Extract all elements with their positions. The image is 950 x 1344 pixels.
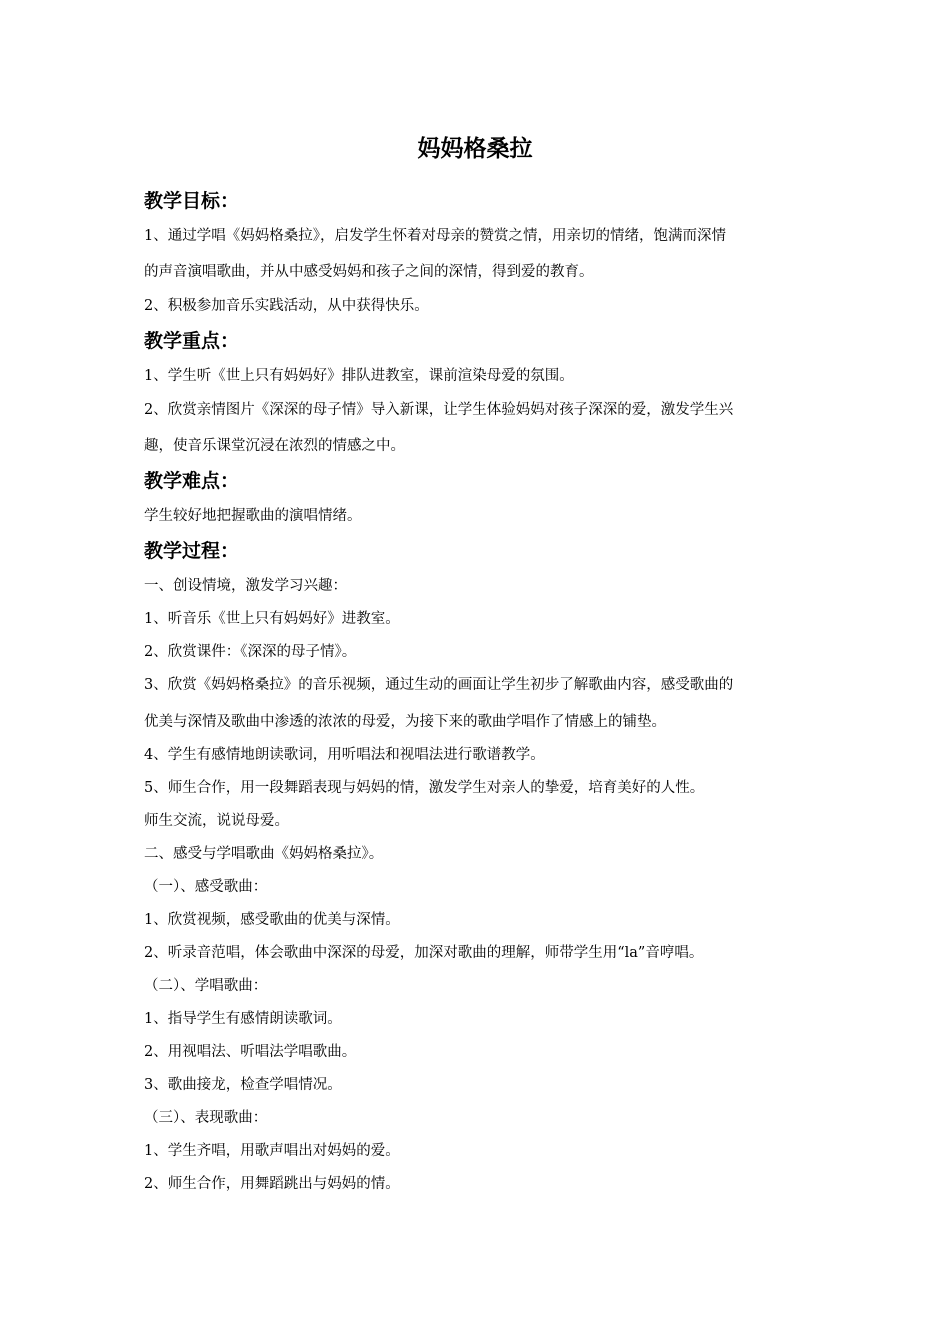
paragraph-line: 4、学生有感情地朗读歌词，用听唱法和视唱法进行歌谱教学。 — [144, 747, 545, 763]
paragraph-line: 1、通过学唱《妈妈格桑拉》，启发学生怀着对母亲的赞赏之情，用亲切的情绪，饱满而深情 — [144, 228, 726, 244]
paragraph-line: 1、指导学生有感情朗读歌词。 — [144, 1011, 342, 1027]
paragraph-line: 3、欣赏《妈妈格桑拉》的音乐视频，通过生动的画面让学生初步了解歌曲内容，感受歌曲的 — [144, 677, 734, 693]
paragraph-line: 优美与深情及歌曲中渗透的浓浓的母爱，为接下来的歌曲学唱作了情感上的铺垫。 — [144, 714, 666, 730]
paragraph-line: 1、听音乐《世上只有妈妈好》进教室。 — [144, 611, 400, 627]
document-title: 妈妈格桑拉 — [417, 136, 533, 162]
paragraph-line: 2、师生合作，用舞蹈跳出与妈妈的情。 — [144, 1176, 400, 1192]
paragraph-line: 5、师生合作，用一段舞蹈表现与妈妈的情，激发学生对亲人的挚爱，培育美好的人性。 — [144, 780, 705, 796]
paragraph-line: 2、听录音范唱，体会歌曲中深深的母爱，加深对歌曲的理解，师带学生用“la”音哼唱。 — [144, 945, 704, 961]
paragraph-line: 一、创设情境，激发学习兴趣： — [144, 578, 347, 594]
paragraph-line: 1、学生听《世上只有妈妈好》排队进教室，课前渲染母爱的氛围。 — [144, 368, 574, 384]
section-heading-difficulties: 教学难点： — [144, 470, 240, 492]
paragraph-line: 2、欣赏课件：《深深的母子情》。 — [144, 644, 357, 660]
section-heading-process: 教学过程： — [144, 540, 240, 562]
paragraph-line: 师生交流，说说母爱。 — [144, 813, 289, 829]
paragraph-line: 学生较好地把握歌曲的演唱情绪。 — [144, 508, 362, 524]
section-heading-key-points: 教学重点： — [144, 330, 240, 352]
paragraph-line: 二、感受与学唱歌曲《妈妈格桑拉》。 — [144, 846, 384, 862]
section-heading-objectives: 教学目标： — [144, 190, 240, 212]
paragraph-line: （一）、感受歌曲： — [144, 879, 268, 895]
paragraph-line: （二）、学唱歌曲： — [144, 978, 268, 994]
paragraph-line: 3、歌曲接龙，检查学唱情况。 — [144, 1077, 342, 1093]
paragraph-line: 的声音演唱歌曲，并从中感受妈妈和孩子之间的深情，得到爱的教育。 — [144, 264, 594, 280]
paragraph-line: 1、欣赏视频，感受歌曲的优美与深情。 — [144, 912, 400, 928]
paragraph-line: 2、用视唱法、听唱法学唱歌曲。 — [144, 1044, 357, 1060]
paragraph-line: （三）、表现歌曲： — [144, 1110, 268, 1126]
paragraph-line: 2、欣赏亲情图片《深深的母子情》导入新课，让学生体验妈妈对孩子深深的爱，激发学生兴 — [144, 402, 734, 418]
paragraph-line: 2、积极参加音乐实践活动，从中获得快乐。 — [144, 298, 429, 314]
paragraph-line: 1、学生齐唱，用歌声唱出对妈妈的爱。 — [144, 1143, 400, 1159]
paragraph-line: 趣，使音乐课堂沉浸在浓烈的情感之中。 — [144, 438, 405, 454]
